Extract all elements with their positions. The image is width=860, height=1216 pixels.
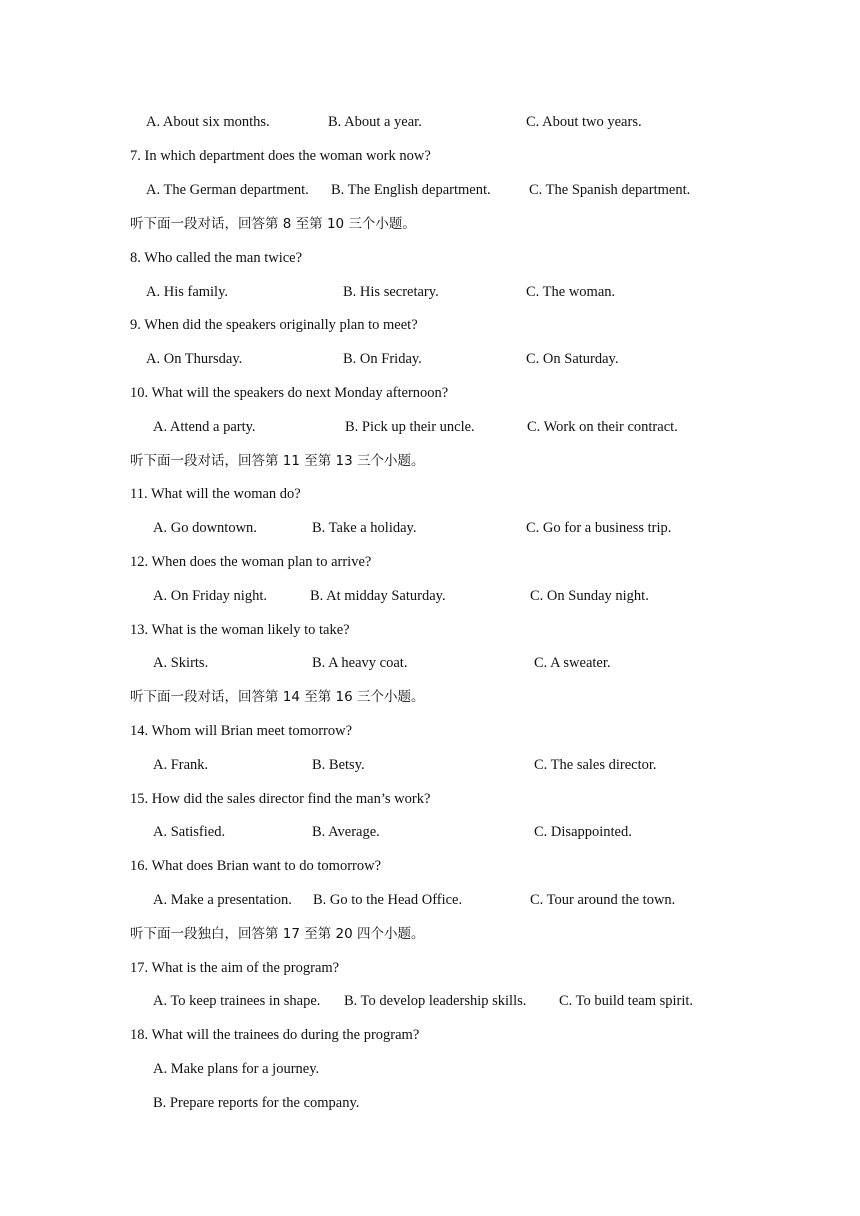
answer-option: C. The woman. xyxy=(526,284,616,300)
answer-option: C. The sales director. xyxy=(534,757,657,773)
answer-option: B. Pick up their uncle. xyxy=(345,419,475,435)
answer-option: C. A sweater. xyxy=(534,655,611,671)
answer-option: A. Make a presentation. xyxy=(153,892,292,908)
section-instruction: 听下面一段对话，回答第 8 至第 10 三个小题。 xyxy=(130,216,416,232)
answer-option: A. The German department. xyxy=(146,182,309,198)
answer-option: A. Skirts. xyxy=(153,655,209,671)
answer-option: B. To develop leadership skills. xyxy=(344,993,527,1009)
answer-option: C. The Spanish department. xyxy=(529,182,691,198)
question-text: 16. What does Brian want to do tomorrow? xyxy=(130,858,382,874)
answer-option: B. On Friday. xyxy=(343,351,422,367)
section-instruction: 听下面一段对话，回答第 11 至第 13 三个小题。 xyxy=(130,453,425,469)
question-text: 14. Whom will Brian meet tomorrow? xyxy=(130,723,353,739)
answer-option: B. His secretary. xyxy=(343,284,439,300)
question-text: 12. When does the woman plan to arrive? xyxy=(130,554,372,570)
answer-option: A. Satisfied. xyxy=(153,824,226,840)
question-text: 8. Who called the man twice? xyxy=(130,250,303,266)
question-text: 7. In which department does the woman work now? xyxy=(130,148,431,164)
answer-option: B. About a year. xyxy=(328,114,422,130)
question-text: 11. What will the woman do? xyxy=(130,486,301,502)
answer-option: B. Betsy. xyxy=(312,757,365,773)
question-text: 15. How did the sales director find the man’s work? xyxy=(130,791,431,807)
answer-option: A. To keep trainees in shape. xyxy=(153,993,321,1009)
answer-option: B. The English department. xyxy=(331,182,491,198)
answer-option: A. Go downtown. xyxy=(153,520,257,536)
answer-option: C. About two years. xyxy=(526,114,642,130)
question-text: 10. What will the speakers do next Monday afternoon? xyxy=(130,385,449,401)
section-instruction: 听下面一段对话，回答第 14 至第 16 三个小题。 xyxy=(130,689,425,705)
answer-option: A. On Friday night. xyxy=(153,588,267,604)
answer-option: C. Work on their contract. xyxy=(527,419,678,435)
answer-option: C. Go for a business trip. xyxy=(526,520,672,536)
answer-option: A. Attend a party. xyxy=(153,419,256,435)
answer-option: B. Prepare reports for the company. xyxy=(153,1095,360,1111)
section-instruction: 听下面一段独白，回答第 17 至第 20 四个小题。 xyxy=(130,926,425,942)
answer-option: A. His family. xyxy=(146,284,229,300)
answer-option: B. Go to the Head Office. xyxy=(313,892,463,908)
answer-option: C. To build team spirit. xyxy=(559,993,694,1009)
answer-option: C. On Sunday night. xyxy=(530,588,649,604)
question-text: 17. What is the aim of the program? xyxy=(130,960,340,976)
answer-option: B. Average. xyxy=(312,824,380,840)
question-text: 13. What is the woman likely to take? xyxy=(130,622,350,638)
question-text: 9. When did the speakers originally plan to meet? xyxy=(130,317,418,333)
answer-option: A. About six months. xyxy=(146,114,270,130)
answer-option: C. On Saturday. xyxy=(526,351,619,367)
answer-option: B. Take a holiday. xyxy=(312,520,417,536)
answer-option: C. Tour around the town. xyxy=(530,892,676,908)
answer-option: B. A heavy coat. xyxy=(312,655,408,671)
answer-option: A. Make plans for a journey. xyxy=(153,1061,320,1077)
answer-option: C. Disappointed. xyxy=(534,824,632,840)
answer-option: B. At midday Saturday. xyxy=(310,588,446,604)
question-text: 18. What will the trainees do during the program? xyxy=(130,1027,420,1043)
answer-option: A. Frank. xyxy=(153,757,209,773)
answer-option: A. On Thursday. xyxy=(146,351,243,367)
